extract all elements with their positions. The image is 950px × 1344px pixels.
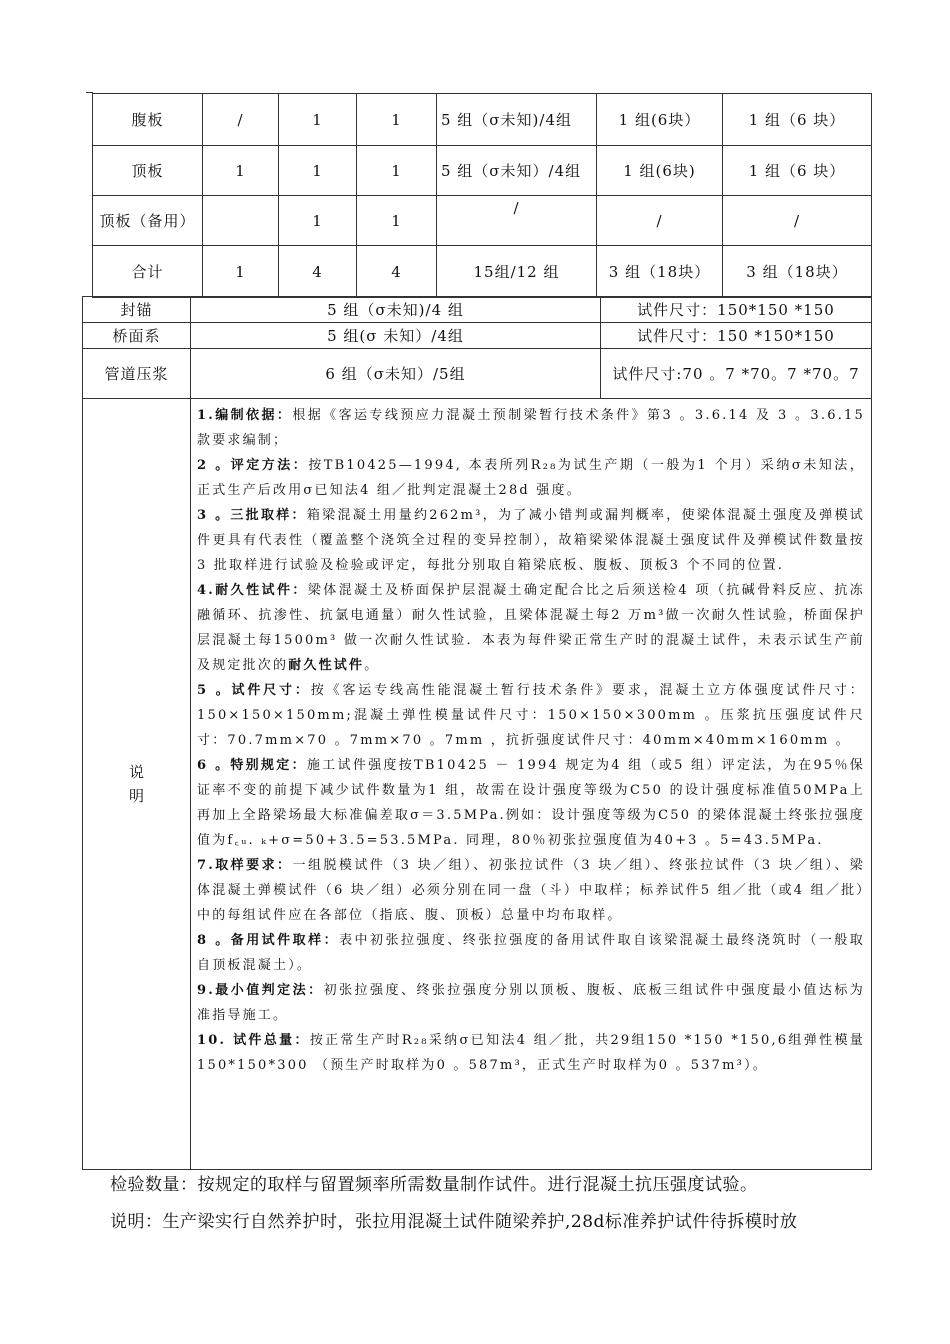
- note-item-1: [197, 403, 865, 453]
- table-row-deck-system: [83, 323, 872, 349]
- row-label: 顶板（备用）: [93, 196, 203, 246]
- note-text: 梁体混凝土及桥面保护层混凝土确定配合比之后须送检4 项（抗碱骨料反应、抗冻融循环、抗渗性、抗氯电通量）耐久性试验，且梁体混凝土每2 万m³做一次耐久性试验，桥面保护层混凝土每1500m³ 做一次耐久性试验．本表为每件梁正常生产时的混凝土试件，未表示试生产前及规定批次的: [197, 583, 865, 673]
- cell: 5 组（σ未知）/4组: [437, 146, 597, 196]
- note-text: 按《客运专线高性能混凝土暂行技术条件》要求，混凝土立方体强度试件尺寸：150×150×150mm;混凝土弹性模量试件尺寸：150×150×300mm 。压浆抗压强度试件尺寸：70.7mm×70 。7mm×70 。7mm ，抗折强度试件尺寸：40mm×40mm×160mm 。: [197, 683, 865, 748]
- group-value: 5 组(σ 未知）/4组: [191, 323, 601, 349]
- row-label: 顶板: [93, 146, 203, 196]
- spec-and-notes-table: [82, 296, 872, 1170]
- notes-row: [83, 399, 872, 1170]
- inspection-quantity-line: 检验数量：按规定的取样与留置频率所需数量制作试件。进行混凝土抗压强度试验。: [110, 1175, 758, 1195]
- note-item-4: [197, 578, 865, 678]
- notes-content: [191, 399, 872, 1170]
- note-item-7: [197, 853, 865, 928]
- note-text: 箱梁混凝土用量约262m³，为了减小错判或漏判概率，使梁体混凝土强度及弹模试件更具有代表性（覆盖整个浇筑全过程的变异控制），故箱梁梁体混凝土强度试件及弹模试件数量按3 批取样进行试验及检验或评定，每批分别取自箱梁底板、腹板、顶板3 个不同的位置.: [197, 508, 866, 573]
- table-row-anchor-seal: [83, 297, 872, 323]
- note-heading: 8 。备用试件取样：: [197, 933, 340, 948]
- note-text: 初张拉强度、终张拉强度分别以顶板、腹板、底板三组试件中强度最小值达标为准指导施工。: [197, 983, 865, 1023]
- cell: 3 组（18块）: [723, 246, 872, 298]
- cell: 1 组（6 块）: [723, 146, 872, 196]
- note-heading: 6 。特别规定：: [197, 758, 307, 773]
- note-heading: 9.最小值判定法：: [197, 983, 324, 998]
- note-heading: 5 。试件尺寸：: [197, 683, 311, 698]
- note-heading: 1.编制依据：: [197, 408, 293, 423]
- table-row-duct-grouting: [83, 349, 872, 399]
- note-item-3: [197, 503, 865, 578]
- note-text: 按正常生产时R₂₈采纳σ已知法4 组／批，共29组150 *150 *150,6组弹性模量150*150*300 （预生产时取样为0 。587m³，正式生产时取样为0 。537m³）。: [197, 1033, 865, 1073]
- note-item-6: [197, 753, 865, 853]
- table-row-web: [93, 94, 872, 146]
- note-text-end: 。: [364, 658, 380, 673]
- cell: 1: [357, 146, 437, 196]
- cell: 1: [357, 94, 437, 146]
- cell: 1: [203, 246, 279, 298]
- note-emphasis: 耐久性试件: [288, 658, 365, 673]
- table-row-top-slab-spare: [93, 196, 872, 246]
- cell: 15组/12 组: [437, 246, 597, 298]
- note-item-8: [197, 928, 865, 978]
- cell: 1: [279, 146, 357, 196]
- cell: 4: [279, 246, 357, 298]
- cell: /: [723, 196, 872, 246]
- note-text: 施工试件强度按TB10425 － 1994 规定为4 组（或5 组）评定法，为在95％保证率不变的前提下减少试件数量为1 组，故需在设计强度等级为C50 的设计强度标准值50MPa上再加上全路梁场最大标准偏差取σ＝3.5MPa.例如：设计强度等级为C50 的梁体混凝土终张拉强度值为f꜀ᵤ. ₖ+σ=50+3.5=53.5MPa. 同理，80％初张拉强度值为40+3 。5=43.5MPa.: [197, 758, 866, 848]
- row-label: 封锚: [83, 297, 191, 323]
- note-item-2: [197, 453, 865, 503]
- cell: /: [203, 94, 279, 146]
- note-item-5: [197, 678, 865, 753]
- note-heading: 4.耐久性试件：: [197, 583, 308, 598]
- cell: 1: [279, 94, 357, 146]
- cell: /: [597, 196, 723, 246]
- notes-label-text: 说明: [129, 763, 146, 805]
- cell: 1 组（6 块）: [723, 94, 872, 146]
- cell: 3 组（18块）: [597, 246, 723, 298]
- row-label: 合计: [93, 246, 203, 298]
- note-item-10: [197, 1028, 865, 1078]
- cell: 1: [279, 196, 357, 246]
- notes-label: [83, 399, 191, 1170]
- note-heading: 2 。评定方法：: [197, 458, 309, 473]
- note-text: 一组脱模试件（3 块／组）、初张拉试件（3 块／组）、终张拉试件（3 块／组）、梁体混凝土弹模试件（6 块／组）必须分别在同一盘（斗）中取样；标养试件5 组／批（或4 组／批）中的每组试件应在各部位（指底、腹、顶板）总量中均布取样。: [197, 858, 865, 923]
- note-heading: 7.取样要求：: [197, 858, 293, 873]
- cell: [203, 196, 279, 246]
- note-item-9: [197, 978, 865, 1028]
- cell: /: [437, 196, 597, 246]
- group-value: 5 组（σ未知)/4 组: [191, 297, 601, 323]
- note-text: 表中初张拉强度、终张拉强度的备用试件取自该梁混凝土最终浇筑时（一般取自顶板混凝土）。: [197, 933, 865, 973]
- curing-note-line: 说明：生产梁实行自然养护时，张拉用混凝土试件随梁养护,28d标准养护试件待拆模时放: [110, 1212, 798, 1232]
- group-value: 6 组（σ未知）/5组: [191, 349, 601, 399]
- cell: 1 组(6块）: [597, 94, 723, 146]
- table-row-top-slab: [93, 146, 872, 196]
- row-label: 腹板: [93, 94, 203, 146]
- specimen-size: 试件尺寸：150 *150*150: [601, 323, 872, 349]
- cell: 1 组(6块): [597, 146, 723, 196]
- cell: 1: [203, 146, 279, 196]
- row-label: 桥面系: [83, 323, 191, 349]
- note-text: 根据《客运专线预应力混凝土预制梁暂行技术条件》第3 。3.6.14 及 3 。3.6.15 款要求编制；: [197, 408, 865, 448]
- cell: 5 组（σ未知)/4组: [437, 94, 597, 146]
- cell: 4: [357, 246, 437, 298]
- table-row-total: [93, 246, 872, 298]
- specimen-size: 试件尺寸:70 。7 *70。7 *70。7: [601, 349, 872, 399]
- note-text: 按TB10425—1994, 本表所列R₂₈为试生产期（一般为1 个月）采纳σ未知法，正式生产后改用σ已知法4 组／批判定混凝土28d 强度。: [197, 458, 865, 498]
- note-heading: 10. 试件总量：: [197, 1033, 310, 1048]
- cell: 1: [357, 196, 437, 246]
- note-heading: 3 。三批取样：: [197, 508, 307, 523]
- sample-count-table: [92, 93, 872, 298]
- specimen-size: 试件尺寸：150*150 *150: [601, 297, 872, 323]
- row-label: 管道压浆: [83, 349, 191, 399]
